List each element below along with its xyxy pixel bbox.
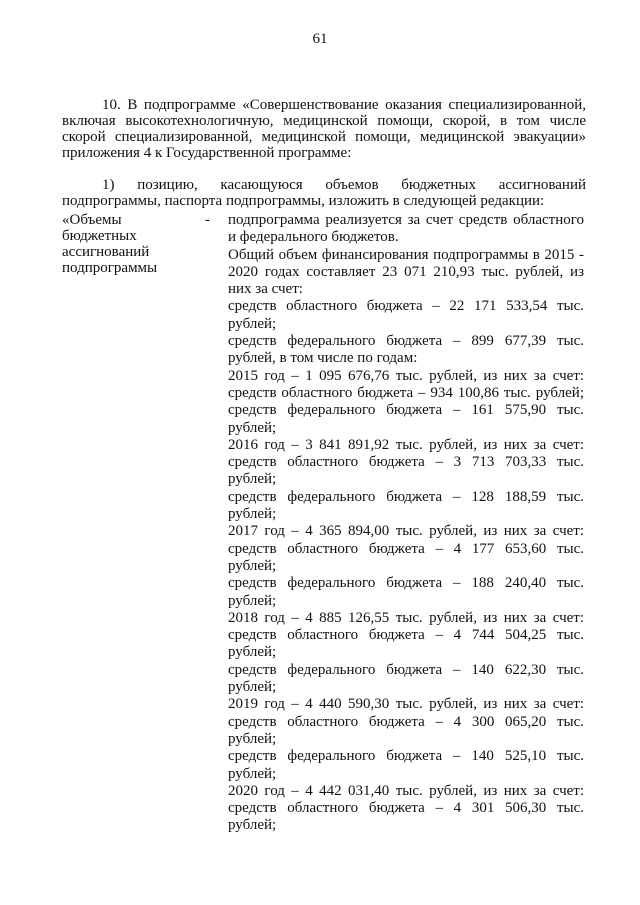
right-cell-line: средств федерального бюджета – 140 622,30 тыс. [228, 661, 584, 678]
right-cell-line: рублей; [228, 419, 277, 436]
right-cell-line: средств областного бюджета – 4 300 065,20 тыс. [228, 713, 584, 730]
right-cell-line: рублей; [228, 644, 277, 661]
right-cell-line: рублей; [228, 506, 277, 523]
right-cell-line: 2016 год – 3 841 891,92 тыс. рублей, из них за счет: [228, 436, 584, 453]
right-cell-line: 2019 год – 4 440 590,30 тыс. рублей, из них за счет: [228, 696, 584, 713]
paragraph-10-line: включая высокотехнологичную, медицинской помощи, скорой, в том числе [62, 113, 586, 129]
item-1-line: подпрограммы, паспорта подпрограммы, изложить в следующей редакции: [62, 193, 545, 209]
right-cell-line: средств областного бюджета – 22 171 533,54 тыс. [228, 298, 584, 315]
right-cell-line: средств областного бюджета – 4 177 653,60 тыс. [228, 540, 584, 557]
right-cell-line: средств федерального бюджета – 161 575,90 тыс. [228, 402, 584, 419]
right-cell-line: 2020 год – 4 442 031,40 тыс. рублей, из них за счет: [228, 782, 584, 799]
right-cell-line: средств областного бюджета – 4 744 504,25 тыс. [228, 627, 584, 644]
paragraph-10 [62, 97, 586, 161]
right-cell-line: средств областного бюджета – 934 100,86 тыс. рублей; [228, 384, 584, 401]
right-cell-line: подпрограмма реализуется за счет средств областного [228, 212, 584, 228]
right-cell-line: рублей; [228, 592, 277, 609]
page-number: 61 [312, 31, 328, 47]
left-cell-line: подпрограммы [62, 260, 158, 276]
item-1-paragraph [62, 177, 586, 209]
right-cell-line: 2018 год – 4 885 126,55 тыс. рублей, из них за счет: [228, 609, 584, 626]
right-cell-line: рублей; [228, 315, 277, 332]
right-cell-line: рублей; [228, 817, 277, 834]
right-cell-line: 2017 год – 4 365 894,00 тыс. рублей, из них за счет: [228, 523, 584, 540]
right-cell-line: средств федерального бюджета – 899 677,39 тыс. [228, 333, 584, 350]
right-cell-line: средств областного бюджета – 3 713 703,33 тыс. [228, 454, 584, 471]
table-left-cell [62, 212, 202, 276]
item-1-line: 1) позицию, касающуюся объемов бюджетных ассигнований [102, 177, 586, 193]
right-cell-line: 2015 год – 1 095 676,76 тыс. рублей, из них за счет: [228, 367, 584, 384]
right-cell-line: рублей; [228, 765, 277, 782]
right-cell-line: средств федерального бюджета – 188 240,40 тыс. [228, 575, 584, 592]
right-cell-line: средств областного бюджета – 4 301 506,30 тыс. [228, 800, 584, 817]
right-cell-line: рублей; [228, 471, 277, 488]
table-right-cell [228, 212, 584, 835]
paragraph-10-line: скорой специализированной, медицинской помощи, медицинской эвакуации» [62, 129, 586, 145]
right-cell-line: рублей; [228, 730, 277, 747]
paragraph-10-line: 10. В подпрограмме «Совершенствование оказания специализированной, [102, 97, 586, 113]
paragraph-10-line: приложения 4 к Государственной программе: [62, 145, 352, 161]
right-cell-line: Общий объем финансирования подпрограммы в 2015 - [228, 246, 584, 263]
right-cell-line: 2020 годах составляет 23 071 210,93 тыс. рублей, из [228, 263, 584, 280]
right-cell-line: них за счет: [228, 281, 303, 298]
table-separator: - [205, 212, 210, 228]
left-cell-line: ассигнований [62, 244, 150, 260]
right-cell-line: рублей; [228, 557, 277, 574]
left-cell-line: бюджетных [62, 228, 137, 244]
left-cell-line: «Объемы [62, 212, 122, 228]
right-cell-line: средств федерального бюджета – 128 188,59 тыс. [228, 488, 584, 505]
right-cell-line: рублей; [228, 679, 277, 696]
right-cell-line: средств федерального бюджета – 140 525,10 тыс. [228, 748, 584, 765]
right-cell-line: рублей, в том числе по годам: [228, 350, 418, 367]
right-cell-line: и федерального бюджетов. [228, 229, 399, 246]
